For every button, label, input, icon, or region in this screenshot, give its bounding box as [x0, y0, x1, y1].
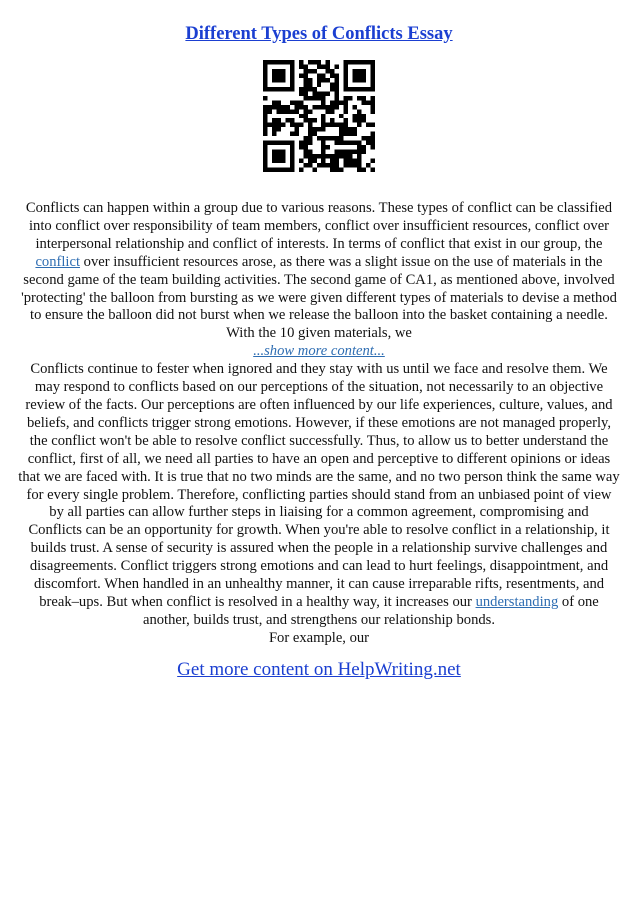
intro-text-end: over insufficient resources arose, as there was a slight issue on the use of materials in the second game of the team building activities. The second game of CA1, as mentioned above, involved 'protecting' the balloon from bursting as we were given different types of materials to devise a method to ensure the balloon did not burst when we release the balloon into the basket containing a needle. With the 10 given materials, we: [21, 253, 617, 342]
growth-text-start: Conflicts can be an opportunity for growth. When you're able to resolve conflict in a relationship, it builds trust. A sense of security is assured when the people in a relationship survive challenges and disagreements. Conflict triggers strong emotions and can lead to hurt feelings, disappointment, and discomfort. When handled in an unhealthy manner, it can cause irreparable rifts, resentments, and break–ups. But when conflict is resolved in a healthy way, it increases our: [28, 522, 610, 610]
growth-text-end: of one another, builds trust, and strengthens our relationship bonds.: [142, 593, 599, 628]
qr-code-icon: [263, 60, 375, 172]
paragraph-intro: [0, 200, 638, 343]
paragraph-example: For example, our: [268, 629, 370, 646]
show-more-row: [0, 343, 638, 361]
show-more-link[interactable]: ...show more content...: [253, 343, 385, 360]
paragraph-perceptions: Conflicts continue to fester when ignored and they stay with us until we face and resolve them. We may respond to conflicts based on our perceptions of the situation, not necessarily to an objective review of the facts. Our perceptions are often influenced by our life experiences, culture, values, and beliefs, and conflicts trigger strong emotions. However, if these emotions are not managed properly, the conflict won't be able to resolve conflict successfully. Thus, to allow us to better understand the conflict, first of all, we need all parties to have an open and perceptive to different opinions or ideas that we are faced with. It is true that no two minds are the same, and no two person think the same way for every single problem. Therefore, conflicting parties should stand from an unbiased point of view by all parties can allow further steps in liaising for a common agreement, compromising and: [18, 361, 620, 521]
intro-text-start: Conflicts can happen within a group due to various reasons. These types of conflict can be classified into conflict over responsibility of team members, conflict over insufficient resources, conflict over interpersonal relationship and conflict of interests. In terms of conflict that exist in our group, the: [25, 200, 613, 252]
understanding-link[interactable]: understanding: [475, 593, 559, 610]
essay-body: [0, 200, 638, 648]
essay-title[interactable]: Different Types of Conflicts Essay: [185, 24, 453, 44]
get-more-content-link[interactable]: Get more content on HelpWriting.net: [177, 659, 461, 680]
paragraph-growth: [0, 522, 638, 629]
conflict-link[interactable]: conflict: [35, 253, 81, 270]
